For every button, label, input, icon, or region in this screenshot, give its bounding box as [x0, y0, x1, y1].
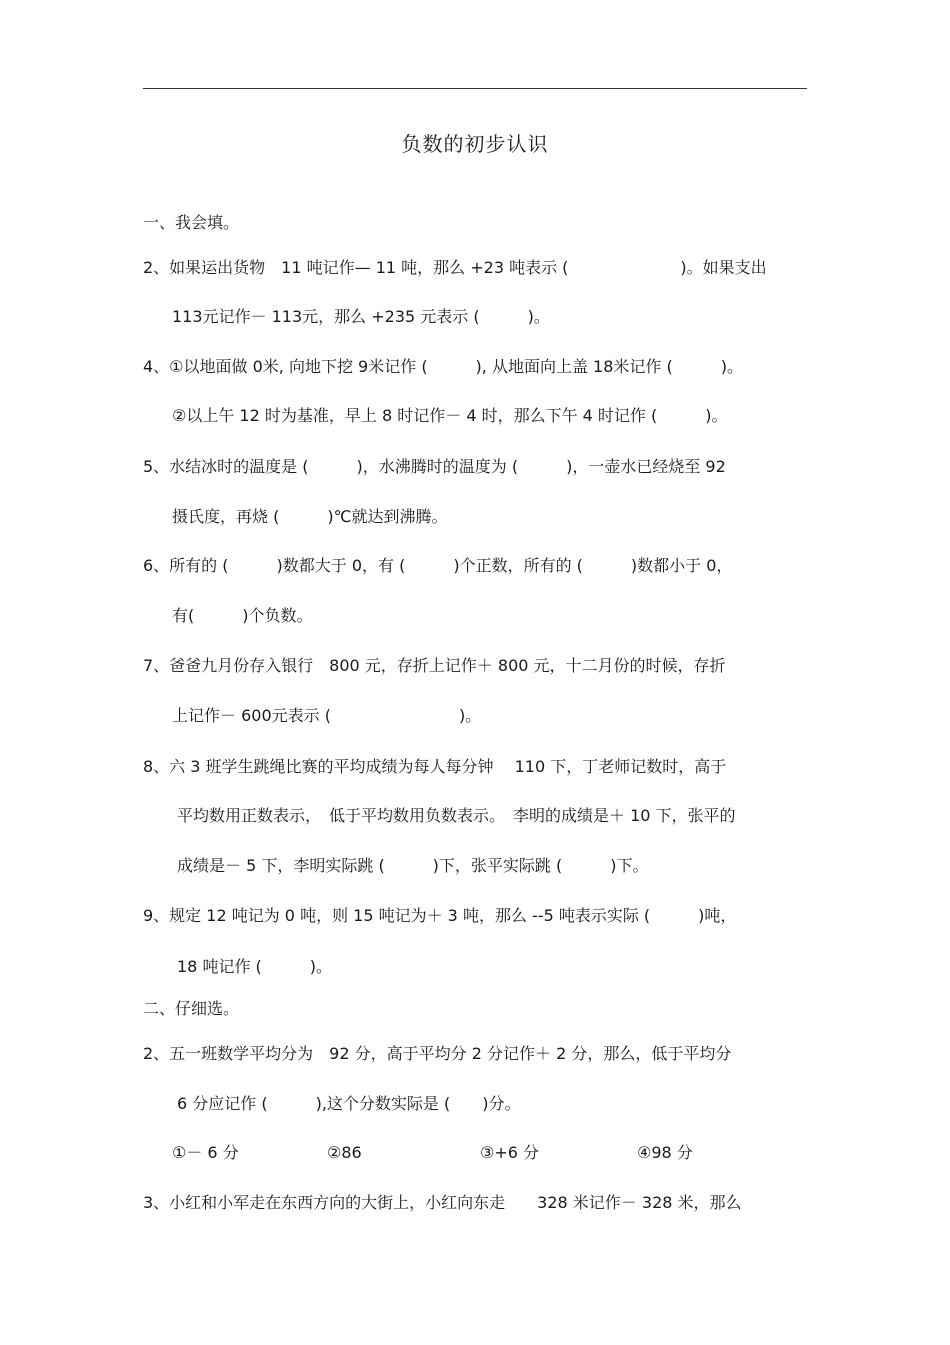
question-9-line-2: 18 吨记作 ( )。 [177, 957, 333, 976]
choice-2-option-4: ④98 分 [637, 1143, 693, 1162]
question-6-line-1: 6、所有的 ( )数都大于 0，有 ( )个正数，所有的 ( )数都小于 0， [143, 556, 733, 575]
section-heading-choose: 二、仔细选。 [143, 999, 240, 1018]
choice-3-line-1: 3、小红和小军走在东西方向的大街上，小红向东走 328 米记作－ 328 米，那么 [143, 1193, 742, 1212]
choice-2-line-1: 2、五一班数学平均分为 92 分，高于平均分 2 分记作＋ 2 分，那么，低于平均分 [143, 1044, 732, 1063]
question-6-line-2: 有( )个负数。 [172, 606, 313, 625]
choice-2-line-2: 6 分应记作 ( ),这个分数实际是 ( )分。 [177, 1094, 521, 1113]
question-4-line-1: 4、①以地面做 0米, 向地下挖 9米记作 ( ), 从地面向上盖 18米记作 ( )。 [143, 357, 743, 376]
question-2-line-1: 2、如果运出货物 11 吨记作— 11 吨，那么 +23 吨表示 ( )。如果支出 [143, 258, 767, 277]
question-5-line-2: 摄氏度，再烧 ( )℃就达到沸腾。 [172, 507, 448, 526]
question-8-line-3: 成绩是－ 5 下，李明实际跳 ( )下，张平实际跳 ( )下。 [177, 856, 649, 875]
question-8-line-1: 8、六 3 班学生跳绳比赛的平均成绩为每人每分钟 110 下，丁老师记数时，高于 [143, 757, 727, 776]
header-rule [143, 88, 807, 89]
question-8-line-2: 平均数用正数表示， 低于平均数用负数表示。 李明的成绩是＋ 10 下，张平的 [177, 806, 736, 825]
question-4-line-2: ②以上午 12 时为基准，早上 8 时记作－ 4 时，那么下午 4 时记作 ( )。 [172, 406, 728, 425]
question-9-line-1: 9、规定 12 吨记为 0 吨，则 15 吨记为＋ 3 吨，那么 --5 吨表示实际 ( )吨， [143, 906, 737, 925]
question-5-line-1: 5、水结冰时的温度是 ( )，水沸腾时的温度为 ( )，一壶水已经烧至 92 [143, 457, 726, 476]
choice-2-option-1: ①－ 6 分 [172, 1143, 239, 1162]
page-title: 负数的初步认识 [401, 132, 549, 156]
question-7-line-2: 上记作－ 600元表示 ( )。 [172, 706, 482, 725]
question-7-line-1: 7、爸爸九月份存入银行 800 元，存折上记作＋ 800 元，十二月份的时候，存折 [143, 656, 726, 675]
section-heading-fill-in: 一、我会填。 [143, 213, 240, 232]
choice-2-option-2: ②86 [327, 1143, 362, 1162]
choice-2-option-3: ③+6 分 [480, 1143, 540, 1162]
question-2-line-2: 113元记作－ 113元，那么 +235 元表示 ( )。 [172, 307, 550, 326]
